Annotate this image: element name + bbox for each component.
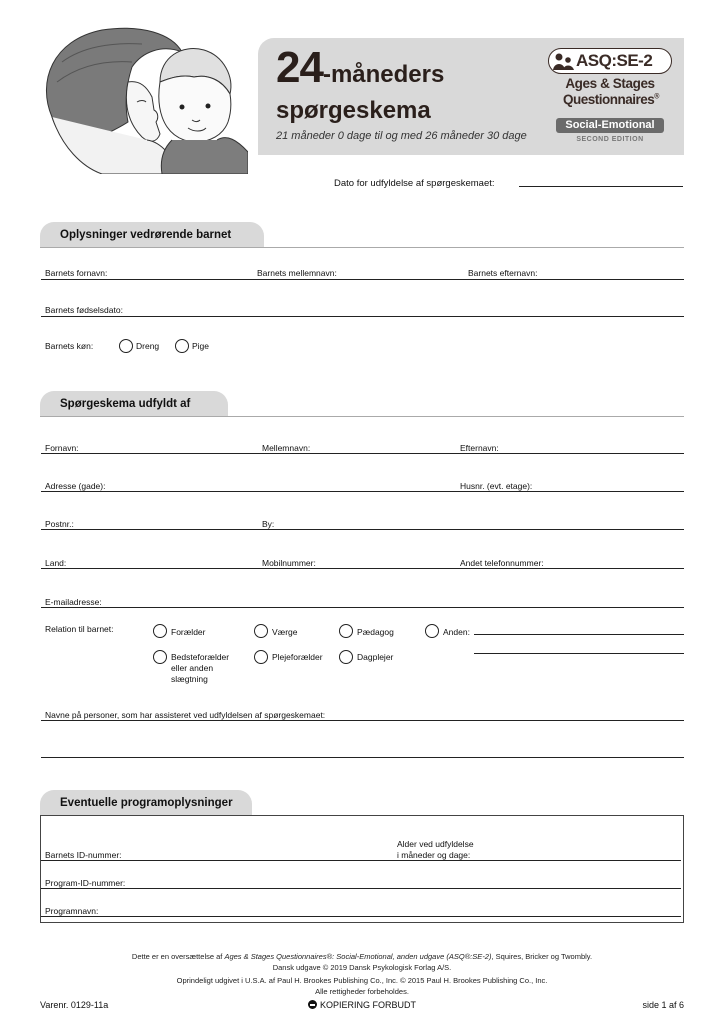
section-divider xyxy=(40,247,684,248)
program-name-label: Programnavn: xyxy=(45,906,99,916)
relation-grandparent-radio[interactable] xyxy=(153,650,167,664)
relation-label: Relation til barnet: xyxy=(45,624,114,634)
assistants-field[interactable] xyxy=(41,720,684,721)
age-line1: Alder ved udfyldelse xyxy=(397,839,474,849)
logo-registered: ® xyxy=(654,93,659,101)
copyright-line4: Alle rettigheder forbeholdes. xyxy=(315,986,409,996)
no-copy-notice xyxy=(308,1000,416,1010)
age-line2: i måneder og dage: xyxy=(397,850,471,860)
first-name-label: Fornavn: xyxy=(45,443,79,453)
relation-other-radio[interactable] xyxy=(425,624,439,638)
child-id-field[interactable] xyxy=(41,860,681,861)
title-suffix: -måneders xyxy=(322,61,445,88)
logo-line1: Ages & Stages xyxy=(565,76,655,91)
postal-city-field[interactable] xyxy=(41,529,684,530)
logo-top-text: ASQ:SE-2 xyxy=(576,51,653,70)
last-name-label: Efternavn: xyxy=(460,443,499,453)
relation-parent-label: Forælder xyxy=(171,627,206,637)
relation-parent-radio[interactable] xyxy=(153,624,167,638)
logo-band: Social-Emotional xyxy=(556,118,664,133)
country-label: Land: xyxy=(45,558,67,568)
assistants-field-2[interactable] xyxy=(41,757,684,758)
program-id-label: Program-ID-nummer: xyxy=(45,878,126,888)
relation-educator-radio[interactable] xyxy=(339,624,353,638)
child-last-name-label: Barnets efternavn: xyxy=(468,268,538,278)
city-label: By: xyxy=(262,519,275,529)
name-field[interactable] xyxy=(41,453,684,454)
age-at-completion-label xyxy=(397,839,474,861)
relation-guardian-radio[interactable] xyxy=(254,624,268,638)
program-id-field[interactable] xyxy=(41,888,681,889)
page-title xyxy=(276,43,445,92)
date-field[interactable] xyxy=(519,186,683,187)
gender-dreng-label: Dreng xyxy=(136,341,160,351)
copyright-notice xyxy=(40,952,684,997)
child-birthdate-field[interactable] xyxy=(41,316,684,317)
child-gender-label: Barnets køn: xyxy=(45,341,94,351)
logo-line2: Questionnaires xyxy=(563,92,655,107)
tab-filled-by: Spørgeskema udfyldt af xyxy=(40,391,228,417)
copyright-line1-post: , Squires, Bricker og Twombly. xyxy=(491,952,593,961)
relation-other-field-2[interactable] xyxy=(474,653,684,654)
age-range-subtitle: 21 måneder 0 dage til og med 26 måneder 30 dage xyxy=(276,130,527,142)
relation-childminder-radio[interactable] xyxy=(339,650,353,664)
copyright-line2: Dansk udgave © 2019 Dansk Psykologisk Forlag A/S. xyxy=(272,962,452,972)
relation-foster-label: Plejeforælder xyxy=(272,652,323,662)
tab-child-info: Oplysninger vedrørende barnet xyxy=(40,222,264,248)
copyright-line1-title: Ages & Stages Questionnaires®: Social-Emotional, anden udgave (ASQ®:SE-2) xyxy=(224,952,492,961)
house-no-label: Husnr. (evt. etage): xyxy=(460,481,533,491)
email-field[interactable] xyxy=(41,607,684,608)
child-birthdate-label: Barnets fødselsdato: xyxy=(45,305,123,315)
mother-child-illustration xyxy=(32,22,248,174)
copyright-line1 xyxy=(40,952,684,963)
asq-logo xyxy=(548,48,672,148)
other-phone-label: Andet telefonnummer: xyxy=(460,558,544,568)
no-copy-text: KOPIERING FORBUDT xyxy=(320,1000,417,1010)
relation-guardian-label: Værge xyxy=(272,627,298,637)
postal-label: Postnr.: xyxy=(45,519,74,529)
relation-childminder-label: Dagplejer xyxy=(357,652,394,662)
relation-grandparent-label xyxy=(171,652,229,685)
child-first-name-label: Barnets fornavn: xyxy=(45,268,108,278)
tab-program-info: Eventuelle programoplysninger xyxy=(40,790,252,816)
country-phone-field[interactable] xyxy=(41,568,684,569)
no-copy-icon xyxy=(308,1000,317,1009)
logo-edition: SECOND EDITION xyxy=(576,136,644,143)
page-title-line2: spørgeskema xyxy=(276,97,431,124)
program-name-field[interactable] xyxy=(41,916,681,917)
address-field[interactable] xyxy=(41,491,684,492)
child-name-field[interactable] xyxy=(41,279,684,280)
date-label: Dato for udfyldelse af spørgeskemaet: xyxy=(334,178,495,189)
relation-foster-radio[interactable] xyxy=(254,650,268,664)
relation-other-label: Anden: xyxy=(443,627,470,637)
age-number: 24 xyxy=(276,43,323,92)
section-divider xyxy=(40,416,684,417)
logo-figures-icon xyxy=(553,53,575,70)
copyright-line1-pre: Dette er en oversættelse af xyxy=(131,952,225,961)
middle-name-label: Mellemnavn: xyxy=(262,443,311,453)
child-middle-name-label: Barnets mellemnavn: xyxy=(257,268,337,278)
grandparent-line3: slægtning xyxy=(171,674,208,684)
email-label: E-mailadresse: xyxy=(45,597,102,607)
address-label: Adresse (gade): xyxy=(45,481,106,491)
page-number: side 1 af 6 xyxy=(642,1000,684,1010)
program-box xyxy=(40,815,684,923)
gender-pige-label: Pige xyxy=(192,341,210,351)
logo-badge xyxy=(548,48,672,74)
gender-dreng-radio[interactable] xyxy=(119,339,133,353)
child-id-label: Barnets ID-nummer: xyxy=(45,850,122,860)
logo-line2-wrap xyxy=(552,92,670,107)
mobile-label: Mobilnummer: xyxy=(262,558,316,568)
relation-educator-label: Pædagog xyxy=(357,627,394,637)
assistants-label: Navne på personer, som har assisteret ved udfyldelsen af spørgeskemaet: xyxy=(45,710,326,720)
gender-pige-radio[interactable] xyxy=(175,339,189,353)
relation-other-field[interactable] xyxy=(474,634,684,635)
grandparent-line1: Bedsteforælder xyxy=(171,652,230,662)
copyright-line3: Oprindeligt udgivet i U.S.A. af Paul H. Brookes Publishing Co., Inc. © 2015 Paul H. Brookes Publishing Co., Inc. xyxy=(176,976,548,985)
item-number: Varenr. 0129-11a xyxy=(40,1000,109,1010)
grandparent-line2: eller anden xyxy=(171,663,214,673)
